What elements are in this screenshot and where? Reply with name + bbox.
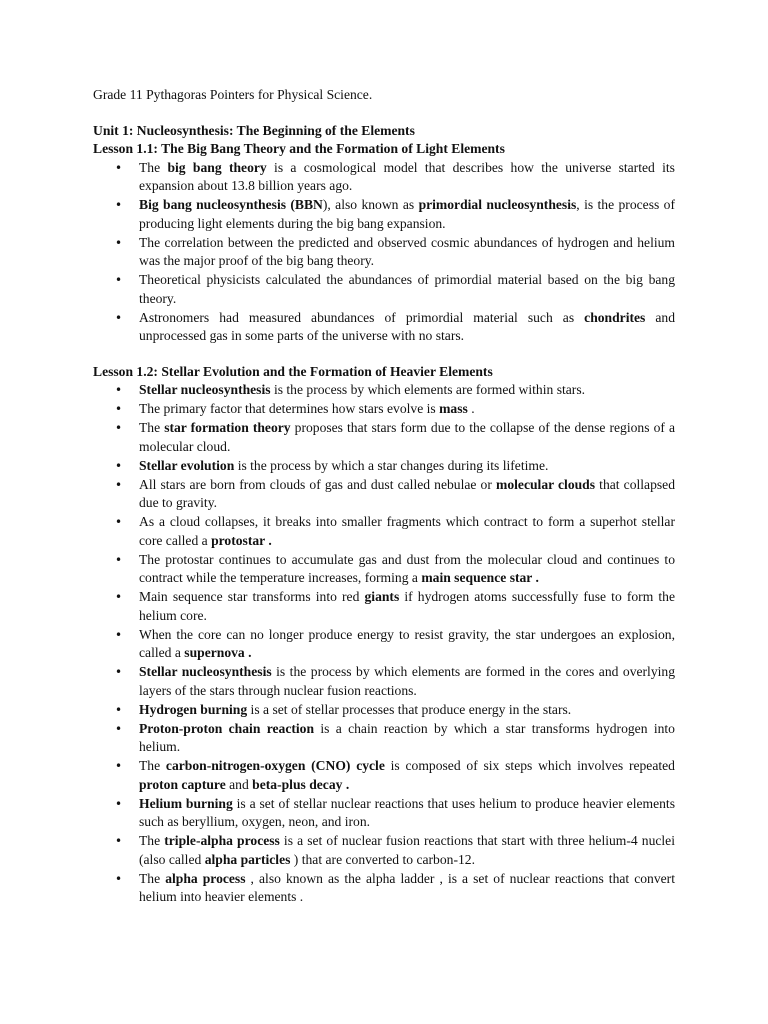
- bold-term: chondrites: [584, 309, 646, 325]
- bullet-item: • The protostar continues to accumulate gas and dust from the molecular cloud and continues to contract while the temperature increases, forming a main sequence star .: [139, 551, 675, 588]
- bullet-item: • Helium burning is a set of stellar nuclear reactions that uses helium to produce heavier elements such as beryllium, oxygen, neon, and iron.: [139, 795, 675, 832]
- bold-term: giants: [364, 589, 400, 604]
- bullet-item: • Stellar nucleosynthesis is the process by which elements are formed in the cores and overlying layers of the stars through nuclear fusion reactions.: [139, 663, 675, 700]
- bold-term: triple-alpha process: [164, 833, 280, 848]
- bold-term: Proton-proton chain reaction: [139, 720, 315, 736]
- bold-term: carbon-nitrogen-oxygen (CNO) cycle: [165, 758, 385, 773]
- lesson-1-2-bullet-list: [93, 381, 675, 907]
- bold-term: Helium burning: [139, 795, 233, 811]
- bullet-item: • The alpha process , also known as the alpha ladder , is a set of nuclear reactions that convert helium into heavier elements .: [139, 870, 675, 907]
- lesson-1-1-bullet-list: [93, 159, 675, 346]
- bullet-item: • Theoretical physicists calculated the abundances of primordial material based on the big bang theory.: [139, 271, 675, 308]
- bold-term: big bang theory: [167, 159, 267, 175]
- bullet-item: • The big bang theory is a cosmological model that describes how the universe started its expansion about 13.8 billion years ago.: [139, 159, 675, 196]
- bullet-item: • As a cloud collapses, it breaks into smaller fragments which contract to form a superhot stellar core called a protostar .: [139, 513, 675, 550]
- document-title: Grade 11 Pythagoras Pointers for Physical Science.: [93, 87, 373, 102]
- bold-term: Stellar nucleosynthesis: [139, 664, 272, 679]
- bold-term: beta-plus decay .: [252, 776, 350, 792]
- bold-term: mass: [439, 401, 468, 416]
- bold-term: primordial nucleosynthesis: [418, 197, 577, 212]
- bullet-item: • Main sequence star transforms into red giants if hydrogen atoms successfully fuse to form the helium core.: [139, 588, 675, 625]
- bullet-item: • Proton-proton chain reaction is a chain reaction by which a star transforms hydrogen into helium.: [139, 720, 675, 757]
- bold-term: proton capture: [139, 776, 226, 792]
- unit-heading: Unit 1: Nucleosynthesis: The Beginning of the Elements: [93, 122, 415, 138]
- bullet-item: • The carbon-nitrogen-oxygen (CNO) cycle is composed of six steps which involves repeated proton capture and beta-plus decay .: [139, 757, 675, 794]
- bullet-item: • The correlation between the predicted and observed cosmic abundances of hydrogen and helium was the major proof of the big bang theory.: [139, 234, 675, 271]
- bold-term: molecular clouds: [496, 476, 596, 492]
- bold-term: protostar .: [211, 532, 272, 548]
- lesson-1-1-section: [93, 140, 675, 346]
- bold-term: Big bang nucleosynthesis (BBN: [139, 197, 323, 212]
- bullet-item: • The primary factor that determines how stars evolve is mass .: [139, 400, 675, 419]
- bullet-item: • Big bang nucleosynthesis (BBN), also known as primordial nucleosynthesis, is the process of producing light elements during the big bang expansion.: [139, 196, 675, 233]
- bold-term: alpha particles: [204, 851, 291, 867]
- lesson-1-2-section: [93, 363, 675, 907]
- bullet-item: • Stellar nucleosynthesis is the process by which elements are formed within stars.: [139, 381, 675, 400]
- bullet-item: • Hydrogen burning is a set of stellar processes that produce energy in the stars.: [139, 701, 675, 720]
- lesson-1-1-heading: Lesson 1.1: The Big Bang Theory and the Formation of Light Elements: [93, 141, 505, 156]
- bold-term: Stellar nucleosynthesis: [139, 382, 271, 397]
- bold-term: alpha process: [165, 870, 246, 886]
- bold-term: supernova .: [184, 645, 252, 660]
- bold-term: Stellar evolution: [139, 457, 235, 473]
- bullet-item: • Astronomers had measured abundances of primordial material such as chondrites and unprocessed gas in some parts of the universe with no stars.: [139, 309, 675, 346]
- bullet-item: • Stellar evolution is the process by which a star changes during its lifetime.: [139, 457, 675, 476]
- bold-term: main sequence star .: [421, 570, 539, 585]
- lesson-1-2-heading: Lesson 1.2: Stellar Evolution and the Formation of Heavier Elements: [93, 363, 493, 379]
- bullet-item: • The triple-alpha process is a set of nuclear fusion reactions that start with three helium-4 nuclei (also called alpha particles ) that are converted to carbon-12.: [139, 832, 675, 869]
- bold-term: Hydrogen burning: [139, 701, 248, 717]
- document-page: [93, 86, 675, 907]
- bullet-item: • When the core can no longer produce energy to resist gravity, the star undergoes an explosion, called a supernova .: [139, 626, 675, 663]
- bullet-item: • The star formation theory proposes that stars form due to the collapse of the dense regions of a molecular cloud.: [139, 419, 675, 456]
- bold-term: star formation theory: [164, 420, 291, 435]
- bullet-item: • All stars are born from clouds of gas and dust called nebulae or molecular clouds that collapsed due to gravity.: [139, 476, 675, 513]
